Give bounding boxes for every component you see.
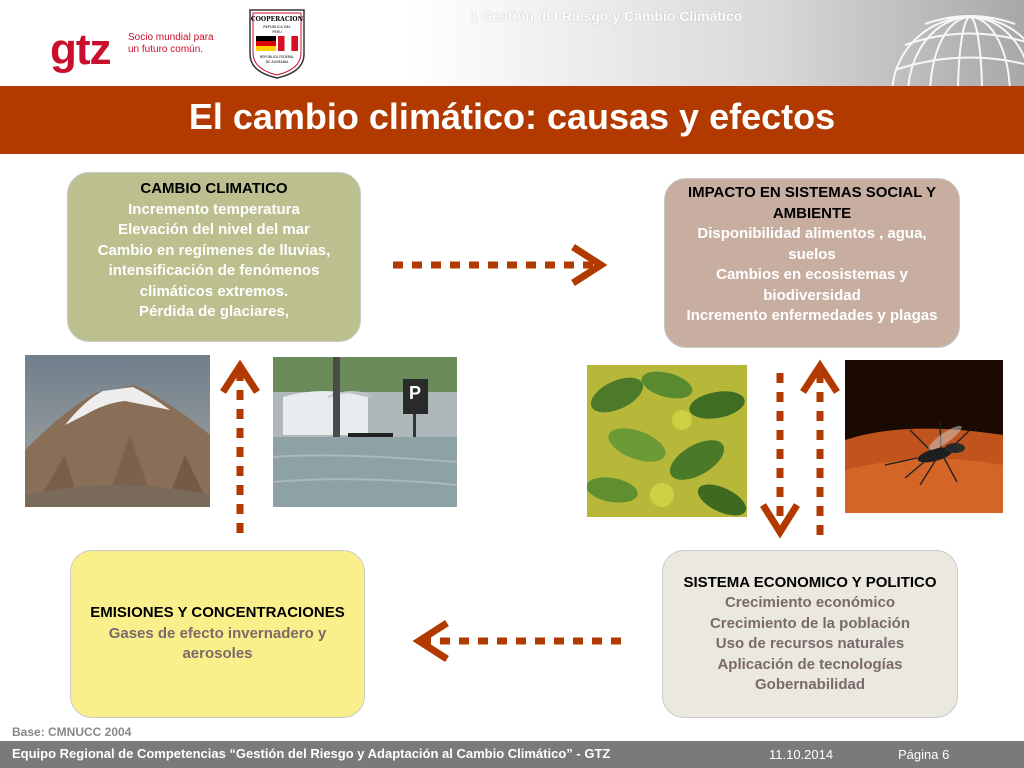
slide-title: El cambio climático: causas y efectos — [188, 96, 836, 137]
box-cambio-climatico — [67, 172, 361, 342]
title-bar — [0, 86, 1024, 154]
globe-graphic — [890, 0, 1024, 86]
box-impacto-line: Cambios en ecosistemas y biodiversidad — [716, 266, 908, 304]
box-sistema-line: Crecimiento económico — [724, 594, 896, 611]
plants-photo — [587, 365, 747, 517]
footer-page-number: Página 6 — [898, 747, 950, 762]
box-cambio-line: Pérdida de glaciares, — [138, 303, 290, 320]
badge-bottom1-text: REPUBLICA FEDERAL — [259, 55, 295, 59]
arrow-down-head — [763, 505, 797, 532]
box-impacto-heading: IMPACTO EN SISTEMAS SOCIAL Y AMBIENTE — [687, 184, 937, 222]
cooperation-badge — [248, 8, 306, 80]
badge-line1-text: REPUBLICA DEL — [263, 25, 291, 29]
arrow-up-left-head — [223, 366, 257, 392]
badge-bottom2-text: DE ALEMANIA — [265, 60, 289, 64]
box-cambio-line: Elevación del nivel del mar — [118, 221, 310, 238]
box-sistema-line: Aplicación de tecnologías — [717, 655, 903, 673]
box-sistema-line: Uso de recursos naturales — [715, 635, 905, 652]
footer — [0, 741, 1024, 768]
box-cambio-heading: CAMBIO CLIMATICO — [140, 180, 288, 197]
badge-line2-text: PERU — [272, 30, 282, 34]
slogan-line-2: un futuro común. — [128, 44, 204, 55]
box-emisiones-heading: EMISIONES Y CONCENTRACIONES — [90, 604, 345, 622]
box-impacto — [664, 178, 960, 348]
section-title: 1 Gestión del Riesgo y Cambio Climático — [470, 8, 743, 24]
box-sistema-line: Gobernabilidad — [754, 676, 865, 693]
arrow-up-right-head — [803, 366, 837, 392]
badge-top-text: COOPERACION — [250, 16, 304, 23]
mosquito-photo — [845, 360, 1003, 513]
header — [0, 0, 1024, 86]
box-impacto-line: Disponibilidad alimentos , agua, suelos — [697, 225, 927, 263]
svg-text:P: P — [408, 383, 422, 403]
slogan-line-1: Socio mundial para — [128, 32, 214, 43]
source-note: Base: CMNUCC 2004 — [12, 725, 132, 739]
box-sistema-line: Crecimiento de la población — [709, 614, 911, 632]
box-cambio-line: Cambio en regímenes de lluvias, intensificación de fenómenos climáticos extremos. — [97, 241, 331, 300]
footer-date: 11.10.2014 — [769, 747, 834, 762]
box-impacto-line: Incremento enfermedades y plagas — [686, 307, 938, 324]
arrow-left-head — [419, 623, 447, 659]
box-sistema — [662, 550, 958, 718]
box-emisiones — [70, 550, 365, 718]
volcano-photo — [25, 355, 210, 507]
gtz-logo: gtz — [50, 25, 111, 74]
flood-photo — [273, 357, 457, 507]
footer-text: Equipo Regional de Competencias “Gestión del Riesgo y Adaptación al Cambio Climático” - GTZ — [12, 746, 611, 761]
gtz-slogan — [128, 32, 218, 56]
box-emisiones-line: Gases de efecto invernadero y aerosoles — [108, 624, 327, 663]
arrow-right-head — [573, 247, 601, 283]
box-sistema-heading: SISTEMA ECONOMICO Y POLITICO — [683, 573, 937, 591]
box-cambio-line: Incremento temperatura — [128, 200, 300, 218]
